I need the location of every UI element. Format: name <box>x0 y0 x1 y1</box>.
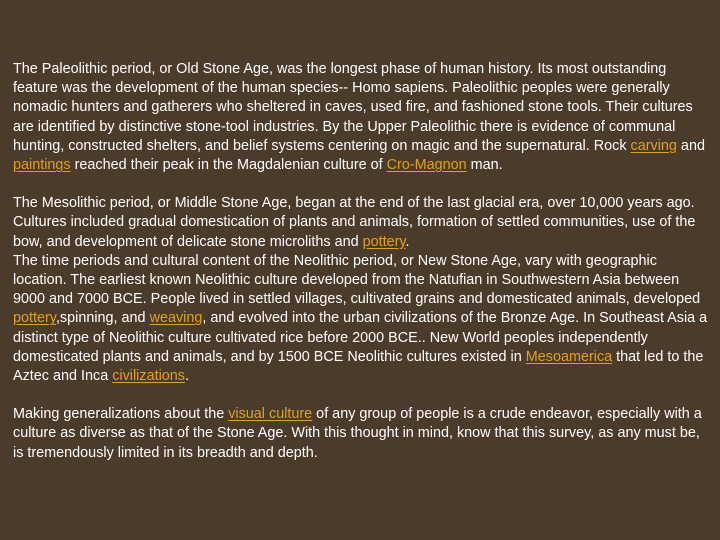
neolithic-text-3: , and evolved into the urban civilizations of the Bronze Age. In Southeast Asia a distinct type of Neolithic culture cultivated rice before 2000 BCE.. New World peoples independently domesticated plants and animals, and by 1500 BCE Neolithic cultures existed in <box>13 310 708 365</box>
paragraph-paleolithic <box>13 60 713 175</box>
neolithic-text-1: The time periods and cultural content of the Neolithic period, or New Stone Age, vary with geographic location. The earliest known Neolithic culture developed from the Natufian in Southwestern Asia between 9000 and 7000 BCE. People lived in settled villages, cultivated grains and domesticated animals, developed <box>13 252 701 308</box>
paleolithic-text-2: and <box>676 137 705 154</box>
visual-culture-text-1: Making generalizations about the <box>13 406 229 423</box>
link-civilizations[interactable]: civilizations <box>112 368 185 385</box>
paragraph-visual-culture <box>13 405 713 463</box>
paragraph-mesolithic <box>13 194 713 252</box>
neolithic-text-2: ,spinning, and <box>55 310 150 327</box>
text-body <box>13 60 713 463</box>
paleolithic-text-4: man. <box>466 157 503 174</box>
link-pottery-neolithic[interactable]: pottery <box>13 310 56 327</box>
mesolithic-text-2: . <box>405 233 410 250</box>
link-cro-magnon[interactable]: Cro-Magnon <box>386 157 467 174</box>
neolithic-text-5: . <box>184 368 189 385</box>
link-paintings[interactable]: paintings <box>13 157 71 174</box>
neolithic-text-4: that led to the Aztec and Inca <box>13 348 704 385</box>
paragraph-neolithic <box>13 252 713 386</box>
mesolithic-text-1: The Mesolithic period, or Middle Stone Age, began at the end of the last glacial era, over 10,000 years ago. Cultures included gradual domestication of plants and animals, formation of settled communities, use of the bow, and development of delicate stone microliths and <box>13 195 696 250</box>
link-visual-culture[interactable]: visual culture <box>228 406 313 423</box>
visual-culture-text-2: of any group of people is a crude endeavor, especially with a culture as diverse as that of the Stone Age. With this thought in mind, know that this survey, as any must be, is tremendously limited in its breadth and depth. <box>13 406 702 461</box>
link-carving[interactable]: carving <box>630 137 677 154</box>
paleolithic-text-3: reached their peak in the Magdalenian culture of <box>70 157 387 174</box>
paragraph-gap <box>13 175 713 194</box>
link-mesoamerica[interactable]: Mesoamerica <box>525 348 613 365</box>
link-pottery-mesolithic[interactable]: pottery <box>362 233 406 250</box>
paleolithic-text-1: The Paleolithic period, or Old Stone Age, was the longest phase of human history. Its most outstanding feature was the development of the human species-- Homo sapiens. Paleolithic peoples were generally nomadic hunters and gatherers who sheltered in caves, used fire, and fashioned stone tools. Their cultures are identified by distinctive stone-tool industries. By the Upper Paleolithic there is evidence of communal hunting, constructed shelters, and belief systems centering on magic and the supernatural. Rock <box>13 61 693 154</box>
paragraph-gap <box>13 386 713 405</box>
link-weaving[interactable]: weaving <box>149 310 203 327</box>
